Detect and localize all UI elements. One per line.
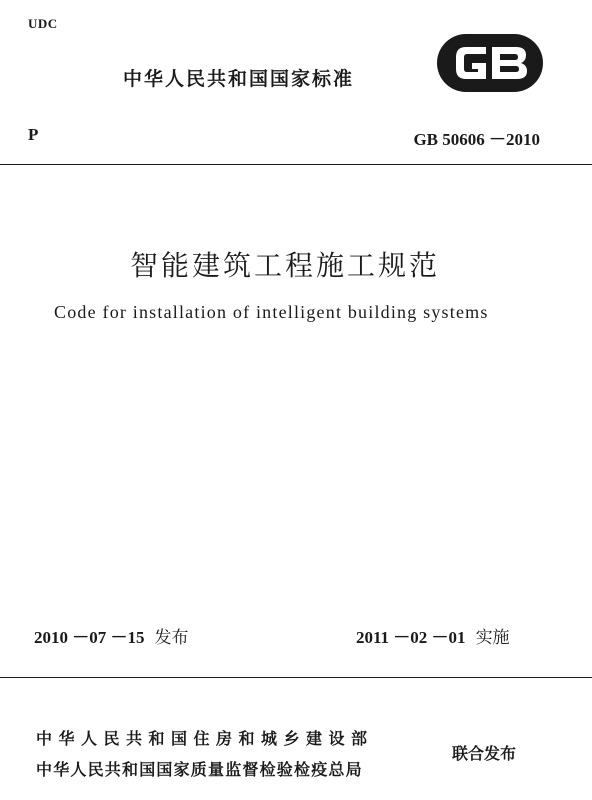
header-divider xyxy=(0,164,592,165)
standard-type-heading: 中华人民共和国国家标准 xyxy=(123,68,355,90)
issue-label: 发布 xyxy=(154,628,189,648)
implement-label: 实施 xyxy=(475,628,510,648)
implement-date-line xyxy=(356,623,510,648)
title-english: Code for installation of intelligent building systems xyxy=(54,302,489,322)
footer-divider xyxy=(0,677,592,678)
udc-label: UDC xyxy=(28,16,58,31)
standard-number: GB 50606 －2010 xyxy=(413,130,540,149)
title-chinese: 智能建筑工程施工规范 xyxy=(130,249,441,282)
publisher-aqsiq: 中华人民共和国国家质量监督检验检疫总局 xyxy=(36,760,363,779)
gb-logo xyxy=(436,33,544,93)
issue-date-line xyxy=(34,623,189,648)
joint-publish-label: 联合发布 xyxy=(452,744,517,763)
classification-code: P xyxy=(28,125,39,144)
implement-date: 2011 －02 －01 xyxy=(356,628,466,647)
issue-date: 2010 －07 －15 xyxy=(34,628,145,647)
publisher-ministry: 中华人民共和国住房和城乡建设部 xyxy=(36,729,374,748)
